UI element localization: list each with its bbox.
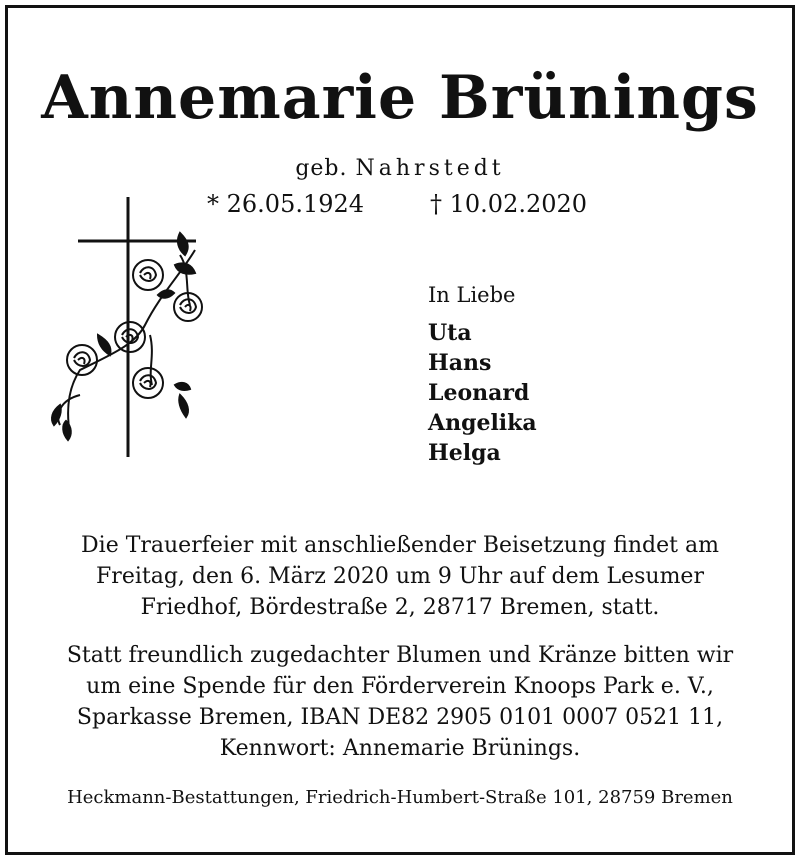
mourner-name: Angelika xyxy=(428,410,537,436)
funeral-line: Friedhof, Bördestraße 2, 28717 Bremen, statt. xyxy=(140,595,660,620)
birth-date: * 26.05.1924 xyxy=(207,190,365,218)
funeral-line: Die Trauerfeier mit anschließender Beisetzung findet am xyxy=(81,533,719,558)
maiden-name-line xyxy=(0,156,800,181)
donation-line: um eine Spende für den Förderverein Knoops Park e. V., xyxy=(86,674,714,699)
in-love-label: In Liebe xyxy=(428,283,516,307)
funeral-home-footer: Heckmann-Bestattungen, Friedrich-Humbert-Straße 101, 28759 Bremen xyxy=(67,787,733,808)
donation-line: Sparkasse Bremen, IBAN DE82 2905 0101 0007 0521 11, xyxy=(76,705,724,730)
donation-line: Kennwort: Annemarie Brünings. xyxy=(219,736,581,761)
mourner-name: Leonard xyxy=(428,380,530,406)
cross-with-roses-icon xyxy=(40,195,210,460)
mourner-name: Uta xyxy=(428,320,472,346)
deceased-name: Annemarie Brünings xyxy=(41,63,759,133)
mourner-name: Hans xyxy=(428,350,492,376)
funeral-line: Freitag, den 6. März 2020 um 9 Uhr auf dem Lesumer xyxy=(96,564,704,589)
maiden-prefix: geb. xyxy=(295,156,348,181)
death-date: † 10.02.2020 xyxy=(430,190,588,218)
mourner-name: Helga xyxy=(428,440,501,466)
donation-line: Statt freundlich zugedachter Blumen und Kränze bitten wir xyxy=(66,643,734,668)
donation-info xyxy=(0,640,800,764)
maiden-name: Nahrstedt xyxy=(355,156,505,181)
funeral-info xyxy=(0,530,800,623)
mourner-list xyxy=(428,318,537,468)
